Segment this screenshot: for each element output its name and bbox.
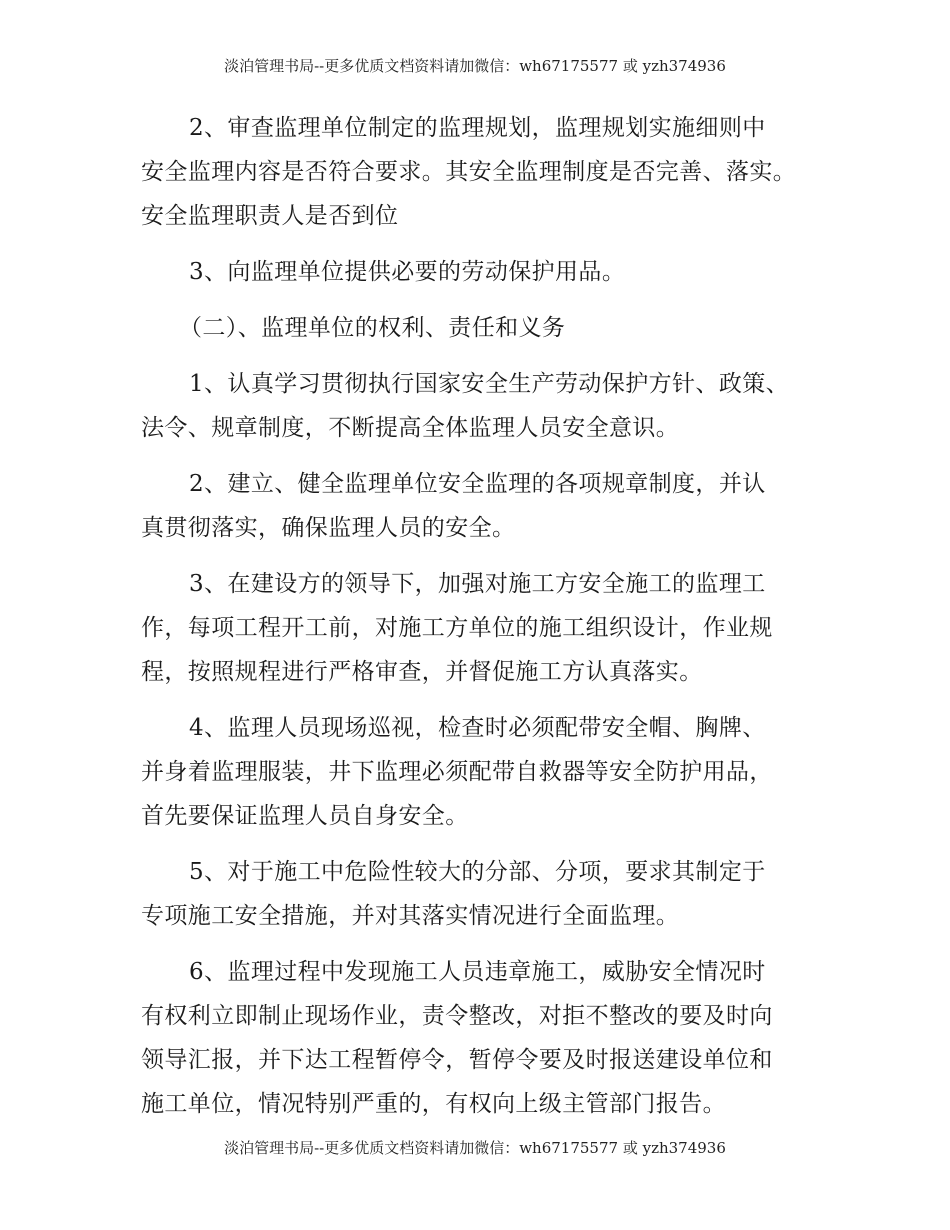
- paragraph-line: 2、审查监理单位制定的监理规划，监理规划实施细则中: [189, 115, 766, 141]
- paragraph-line: 法令、规章制度，不断提高全体监理人员安全意识。: [141, 415, 680, 441]
- paragraph-1-study-policy: [141, 362, 821, 450]
- paragraph-2-review-plan: [141, 106, 821, 238]
- paragraph-4-site-inspection: [141, 706, 821, 838]
- paragraph-line: 专项施工安全措施，并对其落实情况进行全面监理。: [141, 903, 680, 929]
- section-heading-text: （二）、监理单位的权利、责任和义务: [179, 315, 566, 341]
- paragraph-line: 并身着监理服装，井下监理必须配带自救器等安全防护用品，: [141, 759, 773, 785]
- paragraph-line: 领导汇报，并下达工程暂停令，暂停令要及时报送建设单位和: [141, 1047, 773, 1073]
- paragraph-line: 安全监理职责人是否到位: [141, 203, 399, 229]
- paragraph-line: 3、向监理单位提供必要的劳动保护用品。: [189, 259, 626, 285]
- paragraph-line: 施工单位，情况特别严重的，有权向上级主管部门报告。: [141, 1091, 726, 1117]
- paragraph-5-dangerous-work: [141, 850, 821, 938]
- paragraph-2-establish-rules: [141, 462, 821, 550]
- document-body: [141, 106, 821, 1138]
- paragraph-line: 6、监理过程中发现施工人员违章施工，威胁安全情况时: [189, 959, 766, 985]
- paragraph-3-strengthen-supervision: [141, 562, 821, 694]
- paragraph-line: 1、认真学习贯彻执行国家安全生产劳动保护方针、政策、: [189, 371, 790, 397]
- paragraph-line: 首先要保证监理人员自身安全。: [141, 803, 469, 829]
- paragraph-line: 程，按照规程进行严格审查，并督促施工方认真落实。: [141, 659, 703, 685]
- paragraph-line: 3、在建设方的领导下，加强对施工方安全施工的监理工: [189, 571, 766, 597]
- paragraph-line: 2、建立、健全监理单位安全监理的各项规章制度，并认: [189, 471, 766, 497]
- page-header-watermark: 淡泊管理书局--更多优质文档资料请加微信：wh67175577 或 yzh374936: [224, 57, 726, 75]
- paragraph-3-protective-gear: [141, 250, 821, 294]
- paragraph-line: 真贯彻落实，确保监理人员的安全。: [141, 515, 516, 541]
- paragraph-line: 有权利立即制止现场作业，责令整改，对拒不整改的要及时向: [141, 1003, 773, 1029]
- paragraph-6-violation-handling: [141, 950, 821, 1126]
- paragraph-line: 4、监理人员现场巡视，检查时必须配带安全帽、胸牌、: [189, 715, 766, 741]
- paragraph-line: 安全监理内容是否符合要求。其安全监理制度是否完善、落实。: [141, 159, 797, 185]
- page-footer-watermark: 淡泊管理书局--更多优质文档资料请加微信：wh67175577 或 yzh374936: [224, 1139, 726, 1157]
- section-heading-supervision-rights: [141, 306, 821, 350]
- paragraph-line: 5、对于施工中危险性较大的分部、分项，要求其制定于: [189, 859, 766, 885]
- paragraph-line: 作，每项工程开工前，对施工方单位的施工组织设计，作业规: [141, 615, 773, 641]
